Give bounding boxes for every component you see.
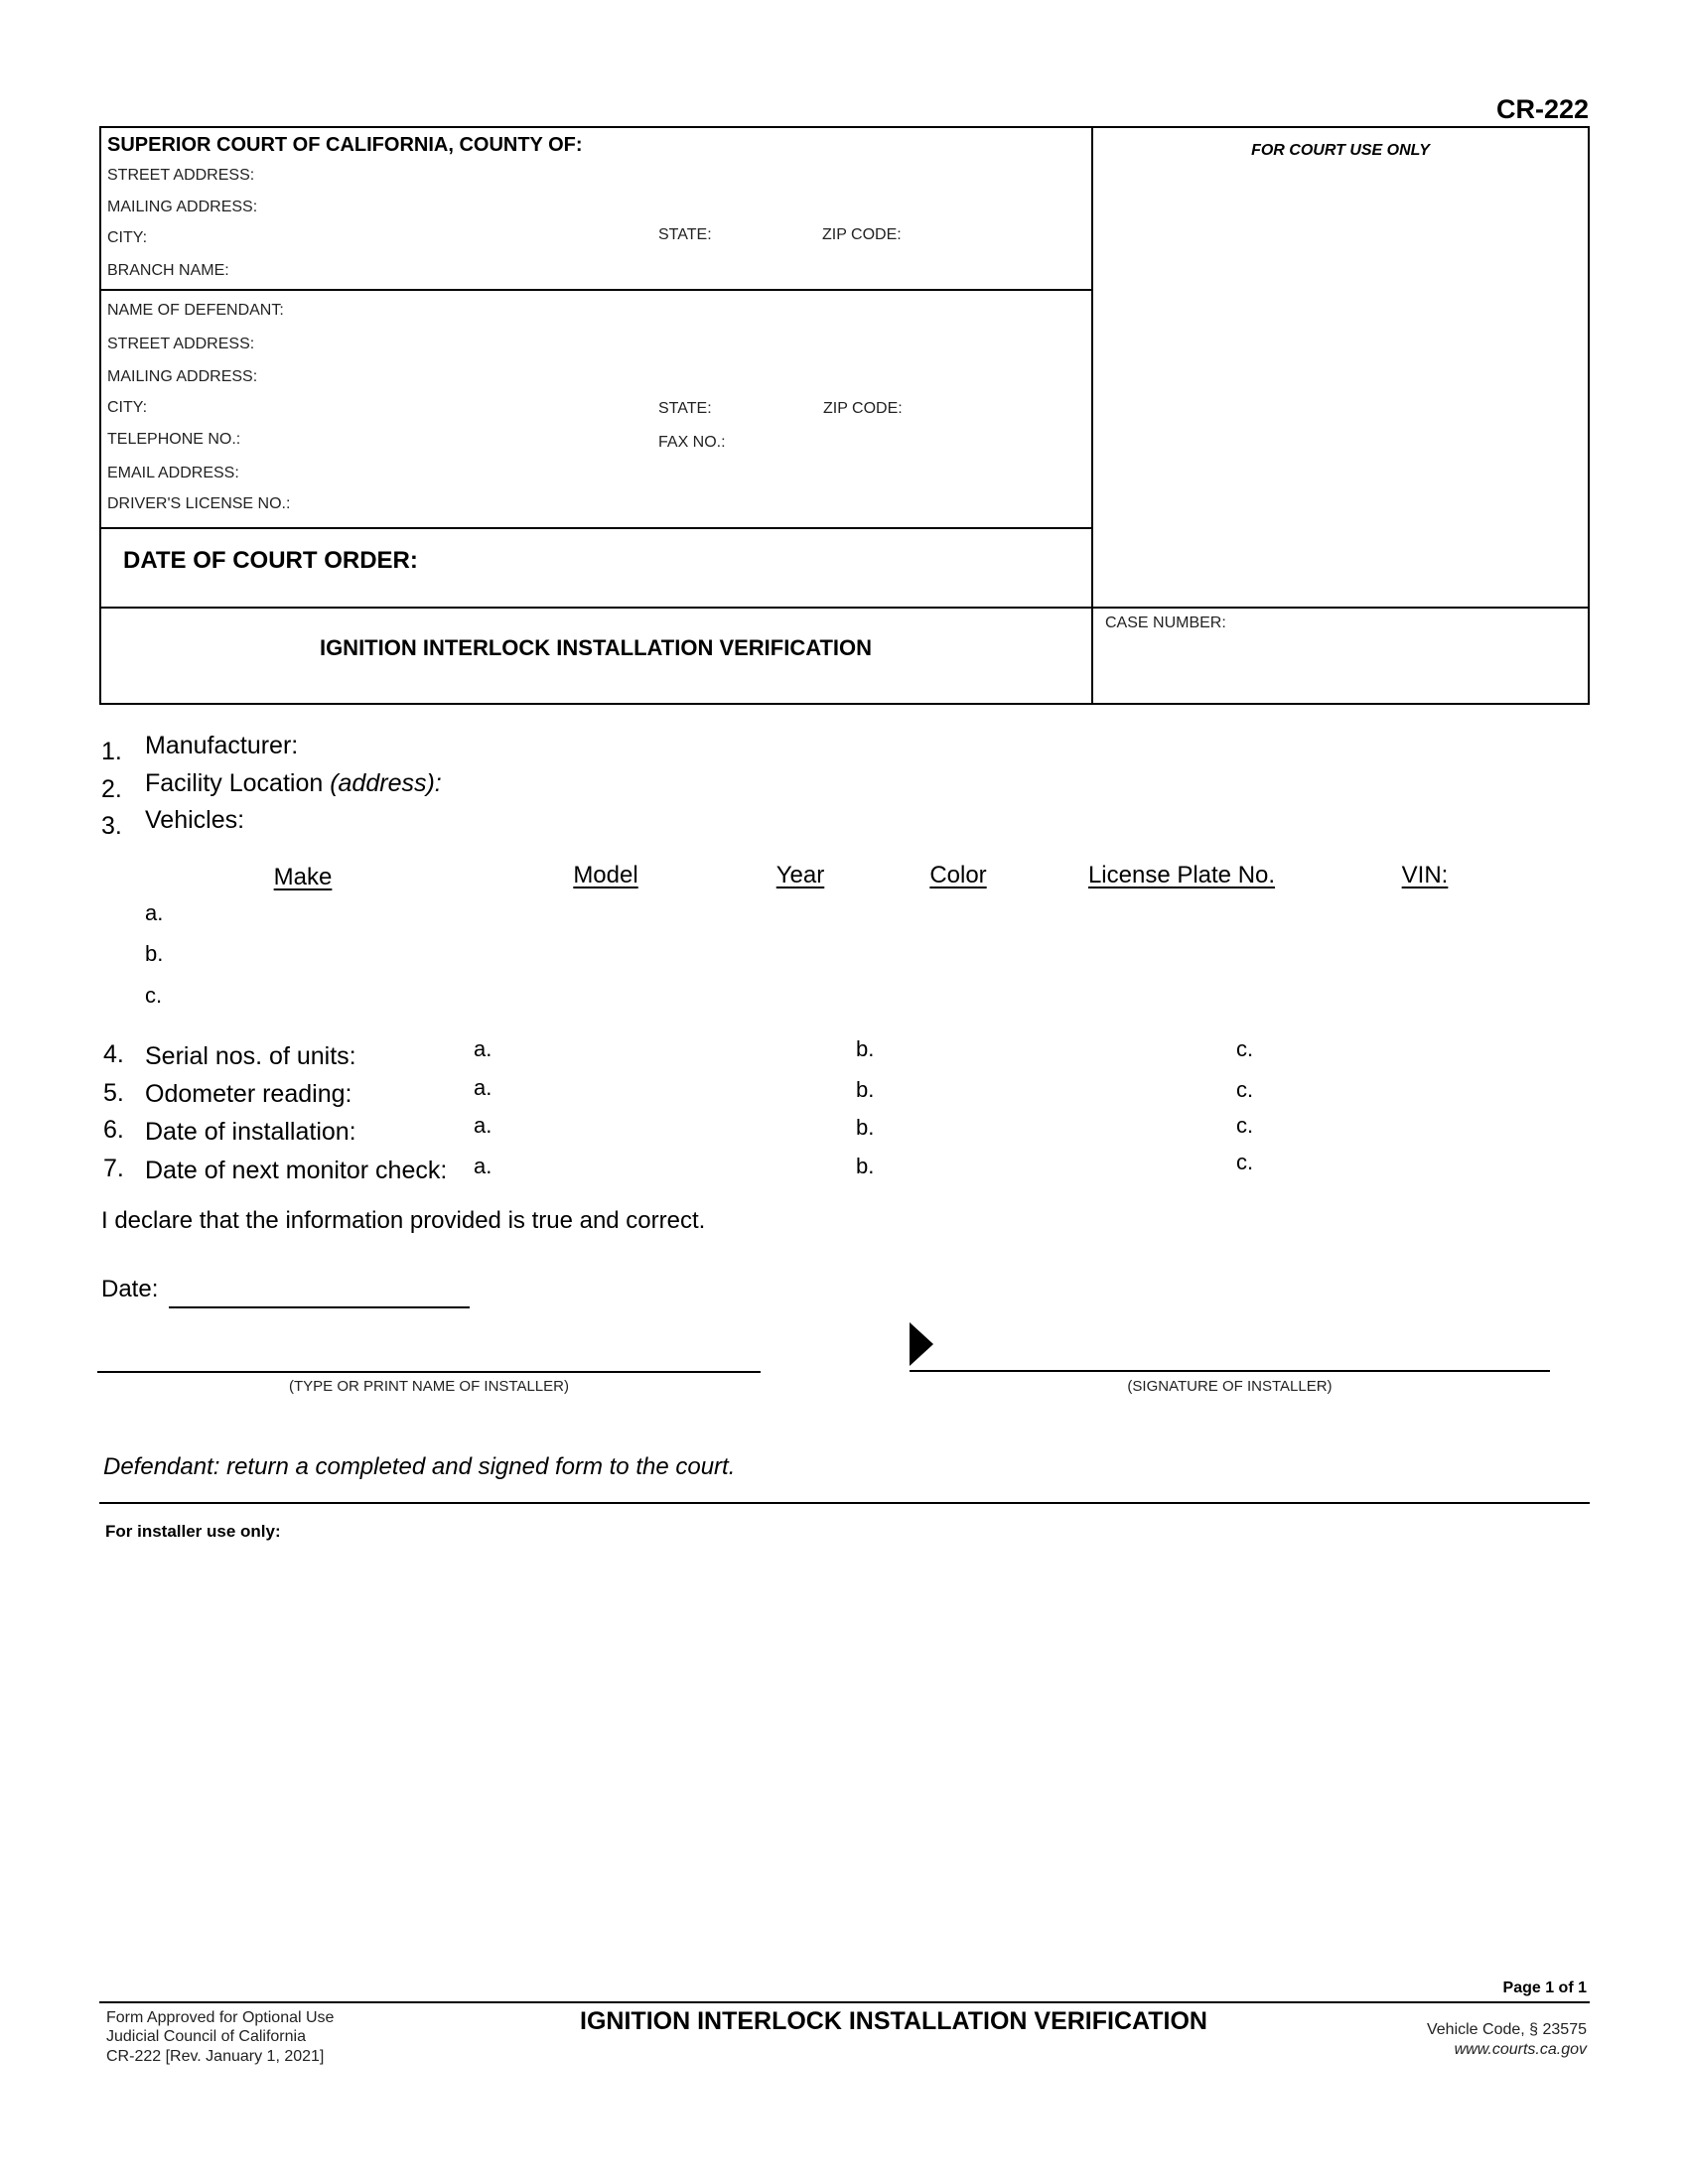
defendant-telephone[interactable]: TELEPHONE NO.: [107, 431, 241, 448]
item-1-number: 1. [101, 738, 122, 765]
defendant-mailing-address[interactable]: MAILING ADDRESS: [107, 368, 258, 385]
facility-location-label[interactable] [145, 769, 442, 798]
defendant-instruction: Defendant: return a completed and signed form to the court. [103, 1453, 736, 1480]
item-4-number: 4. [103, 1040, 124, 1068]
facility-location-text: Facility Location [145, 769, 331, 797]
item-3-number: 3. [101, 812, 122, 840]
installation-date-a[interactable]: a. [474, 1113, 492, 1138]
vehicle-row-a[interactable]: a. [145, 900, 164, 925]
header-license-plate: License Plate No. [1087, 862, 1276, 888]
serial-a[interactable]: a. [474, 1036, 492, 1061]
court-street-address[interactable]: STREET ADDRESS: [107, 167, 255, 184]
defendant-street-address[interactable]: STREET ADDRESS: [107, 336, 255, 352]
item-2-number: 2. [101, 775, 122, 803]
header-vin: VIN: [1401, 862, 1449, 888]
next-monitor-check-a[interactable]: a. [474, 1154, 492, 1178]
installer-signature-line[interactable] [910, 1370, 1550, 1372]
footer-code: Vehicle Code, § 23575 [1426, 2021, 1587, 2038]
signature-arrow-icon [910, 1322, 933, 1366]
installation-date-label: Date of installation: [145, 1118, 356, 1146]
odometer-b[interactable]: b. [856, 1077, 875, 1102]
odometer-label: Odometer reading: [145, 1080, 352, 1108]
defendant-email[interactable]: EMAIL ADDRESS: [107, 465, 239, 481]
date-label: Date: [101, 1276, 159, 1302]
defendant-fax[interactable]: FAX NO.: [658, 434, 726, 451]
serial-nos-label: Serial nos. of units: [145, 1042, 356, 1070]
footer-revision: CR-222 [Rev. January 1, 2021] [106, 2048, 325, 2065]
vehicle-row-b[interactable]: b. [145, 941, 164, 966]
footer-title: IGNITION INTERLOCK INSTALLATION VERIFICATION [580, 2007, 1207, 2035]
defendant-state[interactable]: STATE: [658, 400, 712, 417]
court-use-only-label: FOR COURT USE ONLY [1251, 142, 1430, 159]
vehicles-label: Vehicles: [145, 806, 245, 834]
form-number: CR-222 [1495, 94, 1589, 124]
date-of-court-order[interactable]: DATE OF COURT ORDER: [123, 547, 418, 574]
header-divider [1091, 126, 1093, 705]
date-field-line[interactable] [169, 1306, 470, 1308]
page-number: Page 1 of 1 [1502, 1979, 1587, 1996]
header-model: Model [573, 862, 638, 888]
facility-location-address-hint: (address): [330, 769, 442, 797]
serial-b[interactable]: b. [856, 1036, 875, 1061]
installation-date-b[interactable]: b. [856, 1115, 875, 1140]
court-title: SUPERIOR COURT OF CALIFORNIA, COUNTY OF: [107, 134, 583, 156]
court-mailing-address[interactable]: MAILING ADDRESS: [107, 199, 258, 215]
court-city[interactable]: CITY: [107, 229, 148, 246]
item-7-number: 7. [103, 1155, 124, 1182]
header-color: Color [929, 862, 987, 888]
footer-council: Judicial Council of California [106, 2028, 306, 2045]
declaration-text: I declare that the information provided is true and correct. [101, 1207, 706, 1234]
next-monitor-check-b[interactable]: b. [856, 1154, 875, 1178]
footer-divider [99, 2001, 1590, 2003]
installer-name-line[interactable] [97, 1371, 761, 1373]
form-title: IGNITION INTERLOCK INSTALLATION VERIFICATION [319, 635, 873, 660]
instruction-divider [99, 1502, 1590, 1504]
odometer-c[interactable]: c. [1236, 1077, 1254, 1102]
defendant-city[interactable]: CITY: [107, 399, 148, 416]
court-state[interactable]: STATE: [658, 226, 712, 243]
serial-c[interactable]: c. [1236, 1036, 1254, 1061]
installer-use-only: For installer use only: [105, 1522, 281, 1541]
footer-approved: Form Approved for Optional Use [106, 2009, 335, 2026]
footer-website[interactable]: www.courts.ca.gov [1454, 2041, 1587, 2058]
court-branch-name[interactable]: BRANCH NAME: [107, 262, 229, 279]
manufacturer-label[interactable]: Manufacturer: [145, 732, 299, 759]
installer-signature-caption: (SIGNATURE OF INSTALLER) [1127, 1378, 1333, 1395]
item-6-number: 6. [103, 1116, 124, 1144]
next-monitor-check-label: Date of next monitor check: [145, 1157, 448, 1184]
header-year: Year [775, 862, 825, 888]
defendant-name[interactable]: NAME OF DEFENDANT: [107, 302, 284, 319]
installation-date-c[interactable]: c. [1236, 1113, 1254, 1138]
defendant-drivers-license[interactable]: DRIVER'S LICENSE NO.: [107, 495, 291, 512]
vehicle-row-c[interactable]: c. [145, 983, 163, 1008]
next-monitor-check-c[interactable]: c. [1236, 1150, 1254, 1174]
header-make: Make [273, 864, 333, 890]
odometer-a[interactable]: a. [474, 1075, 492, 1100]
installer-name-caption: (TYPE OR PRINT NAME OF INSTALLER) [289, 1378, 569, 1395]
defendant-zip[interactable]: ZIP CODE: [823, 400, 903, 417]
item-5-number: 5. [103, 1079, 124, 1107]
case-number[interactable]: CASE NUMBER: [1105, 614, 1226, 631]
court-zip[interactable]: ZIP CODE: [822, 226, 902, 243]
